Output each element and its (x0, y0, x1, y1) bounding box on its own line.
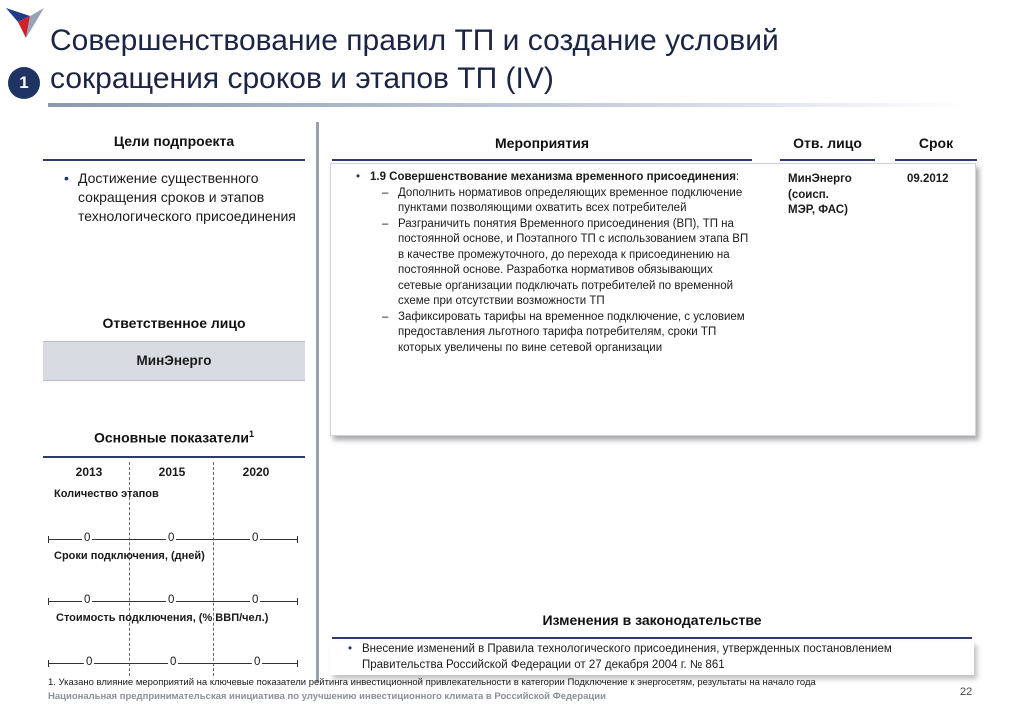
page-number: 22 (960, 686, 973, 698)
year-2020: 2020 (242, 465, 270, 479)
indicator-value: 0 (84, 532, 91, 544)
measure-subitem: – Зафиксировать тарифы на временное подключение, с условием предоставления льготного тарифа потребителям, сроки ТП которых увеличены по вине сетевой организации (398, 310, 750, 357)
indicators-heading (43, 429, 305, 446)
owner-heading: Отв. лицо (793, 135, 862, 151)
measure-subitem: – Разграничить понятия Временного присоединения (ВП), ТП на постоянной основе, и Поэтапного ТП с использованием этапа ВП в качестве промежуточного, до перехода к присоединению на постоянной основе. Разработка нормативов обязывающих сетевые организации подключать потребителей по временной схеме при отсутствии возможности ТП (398, 217, 750, 310)
indicator-value: 0 (252, 594, 259, 606)
indicator-value: 0 (170, 656, 177, 668)
page-title (50, 22, 990, 98)
legislation-item: • Внесение изменений в Правила технологического присоединения, утвержденных постановлением Правительства Российской Федерации от 27 декабря 2004 г. № 861 (362, 642, 970, 673)
legislation-heading: Изменения в законодательстве (542, 612, 762, 628)
title-line-2: сокращения сроков и этапов ТП (IV) (50, 62, 554, 95)
footer-organization: Национальная предпринимательская инициатива по улучшению инвестиционного климата в Российской Федерации (48, 691, 606, 702)
axis-tick (48, 660, 49, 667)
measure-deadline: 09.2012 (907, 173, 949, 185)
indicator-value: 0 (84, 594, 91, 606)
goals-list (78, 169, 308, 226)
year-divider (213, 462, 214, 676)
indicator-value: 0 (252, 532, 259, 544)
year-2013: 2013 (75, 465, 103, 479)
indicator-value: 0 (254, 656, 261, 668)
indicator-value: 0 (86, 656, 93, 668)
measures-list (370, 170, 760, 356)
indicator-label: Количество этапов (54, 488, 159, 500)
axis-tick (48, 598, 49, 605)
footnote: 1. Указано влияние мероприятий на ключевые показатели рейтинга инвестиционной привлекательности в категории Подключение к энергосетям, результаты на начало года (48, 677, 816, 688)
title-line-1: Совершенствование правил ТП и создание условий (50, 24, 779, 57)
column-divider (316, 122, 319, 682)
indicator-label: Сроки подключения, (дней) (54, 550, 205, 562)
indicators-footnote-mark: 1 (249, 429, 255, 439)
measures-heading-rule (332, 159, 752, 161)
legislation-list (362, 642, 970, 673)
measures-heading: Мероприятия (495, 135, 589, 151)
indicators-heading-text: Основные показатели (93, 429, 250, 446)
indicator-value: 0 (168, 532, 175, 544)
deadline-heading-rule (895, 159, 977, 161)
goals-item: • Достижение существенного сокращения сроков и этапов технологического присоединения (78, 169, 308, 226)
axis-tick (297, 598, 298, 605)
year-2015: 2015 (158, 465, 186, 479)
measure-owner (788, 172, 852, 219)
indicator-label: Стоимость подключения, (% ВВП/чел.) (56, 612, 269, 624)
section-number-badge: 1 (8, 67, 40, 99)
responsible-heading: Ответственное лицо (102, 315, 246, 331)
measure-title-colon: : (735, 171, 740, 183)
legislation-heading-rule (332, 637, 972, 639)
owner-line: МЭР, ФАС) (788, 204, 848, 216)
axis-tick (297, 536, 298, 543)
indicators-heading-rule (43, 456, 305, 458)
measure-subitem: – Дополнить нормативов определяющих временное подключение пунктами позволяющими охватить всех потребителей (398, 186, 750, 217)
measure-subitems (398, 186, 750, 357)
owner-heading-rule (780, 159, 875, 161)
axis-tick (48, 536, 49, 543)
deadline-heading: Срок (918, 135, 954, 151)
goals-heading-rule (43, 159, 305, 161)
goals-heading: Цели подпроекта (113, 133, 235, 149)
measure-title: 1.9 Совершенствование механизма временного присоединения (370, 171, 736, 183)
axis-tick (297, 660, 298, 667)
logo-icon (4, 2, 48, 46)
measure-item (370, 170, 760, 356)
title-underline (48, 103, 968, 107)
owner-line: (соисп. (788, 188, 829, 201)
responsible-value: МинЭнерго (43, 341, 305, 381)
indicator-value: 0 (168, 594, 175, 606)
owner-line: МинЭнерго (788, 173, 852, 185)
